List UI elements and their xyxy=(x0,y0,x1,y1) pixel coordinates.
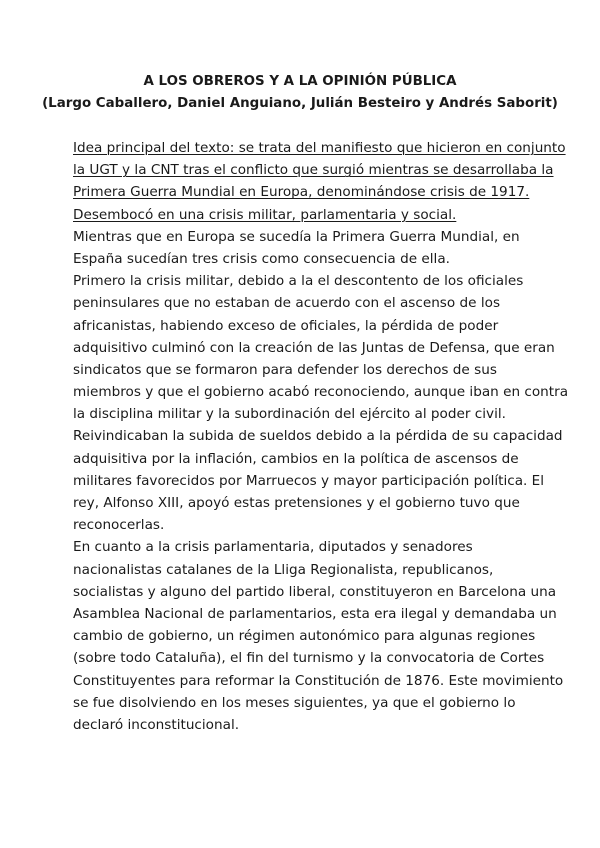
body-line: (sobre todo Cataluña), el fin del turnismo y la convocatoria de Cortes xyxy=(73,650,545,667)
body-line: socialistas y alguno del partido liberal, constituyeron en Barcelona una xyxy=(73,583,557,600)
intro-line: la UGT y la CNT tras el conflicto que surgió mientras se desarrollaba la xyxy=(73,162,554,179)
body-line: rey, Alfonso XIII, apoyó estas pretensiones y el gobierno tuvo que xyxy=(73,495,520,511)
body-line: Reivindicaban la subida de sueldos debido a la pérdida de su capacidad xyxy=(73,428,563,445)
document-subtitle: (Largo Caballero, Daniel Anguiano, Julián Besteiro y Andrés Saborit) xyxy=(42,96,558,111)
body-line: Mientras que en Europa se sucedía la Primera Guerra Mundial, en xyxy=(73,228,520,245)
body-paragraphs xyxy=(73,226,569,736)
body-line: peninsulares que no estaban de acuerdo con el ascenso de los xyxy=(73,295,501,312)
body-line: nacionalistas catalanes de la Lliga Regionalista, republicanos, xyxy=(73,561,494,578)
body-line: sindicatos que se formaron para defender los derechos de sus xyxy=(73,361,497,378)
body-line: africanistas, habiendo exceso de oficiales, la pérdida de poder xyxy=(73,317,499,334)
body-line: Constituyentes para reformar la Constitución de 1876. Este movimiento xyxy=(73,672,564,689)
body-line: militares favorecidos por Marruecos y mayor participación política. El xyxy=(73,472,545,489)
body-line: adquisitivo culminó con la creación de las Juntas de Defensa, que eran xyxy=(73,339,555,356)
body-line: cambio de gobierno, un régimen autonómico para algunas regiones xyxy=(73,628,536,645)
body-line: la disciplina militar y la subordinación del ejército al poder civil. xyxy=(73,406,506,423)
body-line: miembros y que el gobierno acabó reconociendo, aunque iban en contra xyxy=(73,384,569,401)
body-line: En cuanto a la crisis parlamentaria, diputados y senadores xyxy=(73,539,473,556)
intro-paragraph xyxy=(73,137,566,226)
body-line: Asamblea Nacional de parlamentarios, esta era ilegal y demandaba un xyxy=(73,605,557,622)
body-line: reconocerlas. xyxy=(73,517,165,534)
intro-line: Primera Guerra Mundial en Europa, denominándose crisis de 1917. xyxy=(73,184,530,201)
body-line: Primero la crisis militar, debido a la el descontento de los oficiales xyxy=(73,273,524,290)
body-line: España sucedían tres crisis como consecuencia de ella. xyxy=(73,250,450,267)
document-body xyxy=(73,137,569,736)
intro-line: Idea principal del texto: se trata del manifiesto que hicieron en conjunto xyxy=(73,140,566,156)
body-line: declaró inconstitucional. xyxy=(73,716,240,733)
document-title: A LOS OBREROS Y A LA OPINIÓN PÚBLICA xyxy=(143,74,457,89)
intro-line: Desembocó en una crisis militar, parlamentaria y social. xyxy=(73,206,457,223)
body-line: se fue disolviendo en los meses siguientes, ya que el gobierno lo xyxy=(73,694,516,711)
body-line: adquisitiva por la inflación, cambios en la política de ascensos de xyxy=(73,450,519,467)
